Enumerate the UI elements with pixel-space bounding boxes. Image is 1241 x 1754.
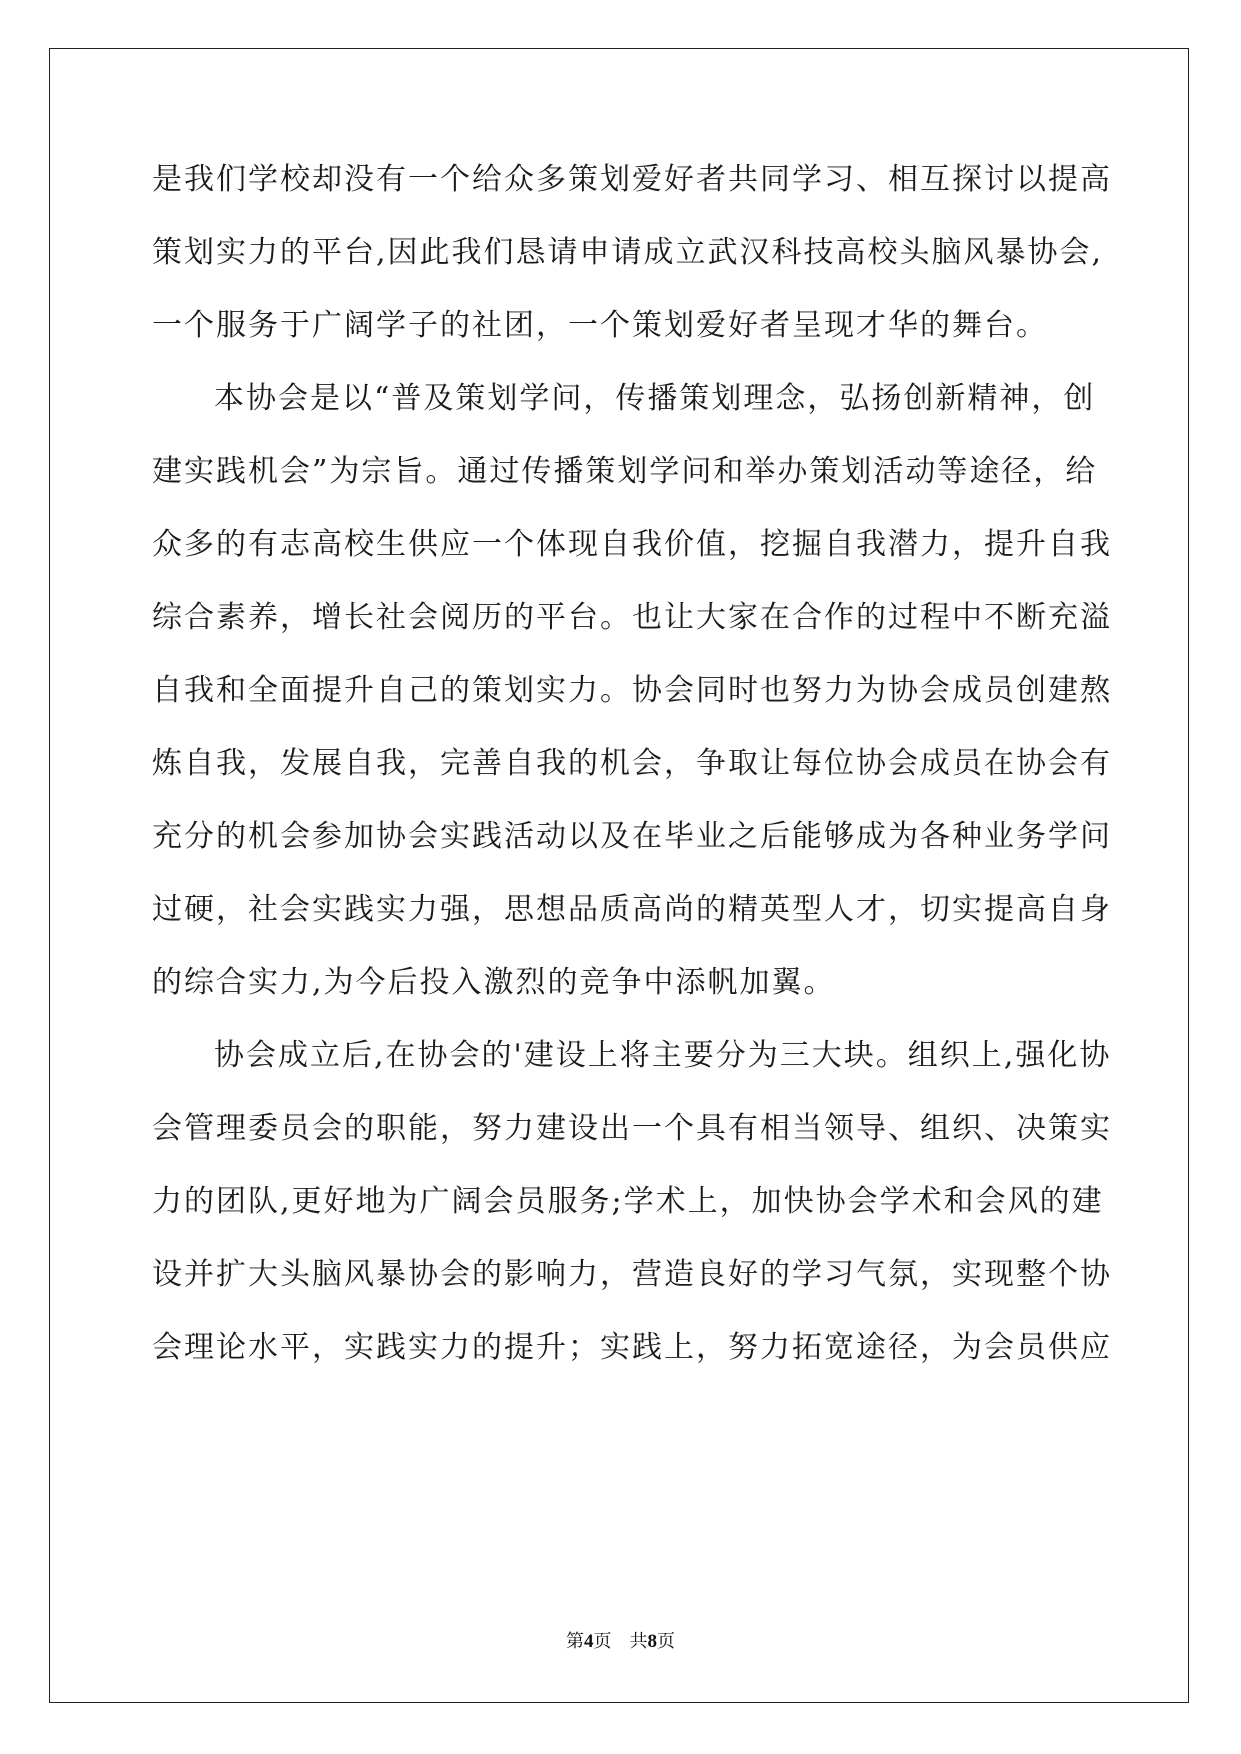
- footer-prefix: 第: [566, 1631, 584, 1652]
- text-line: 众多的有志高校生供应一个体现自我价值，挖掘自我潜力，提升自我: [152, 527, 1112, 562]
- text-line: 是我们学校却没有一个给众多策划爱好者共同学习、相互探讨以提高: [152, 162, 1112, 197]
- text-line: 充分的机会参加协会实践活动以及在毕业之后能够成为各种业务学问: [152, 819, 1112, 854]
- text-line: 设并扩大头脑风暴协会的影响力，营造良好的学习气氛，实现整个协: [152, 1257, 1112, 1292]
- text-line: 力的团队,更好地为广阔会员服务;学术上，加快协会学术和会风的建: [152, 1184, 1104, 1219]
- footer-middle: 页 共: [593, 1631, 648, 1652]
- current-page-number: 4: [584, 1631, 594, 1652]
- text-line: 建实践机会”为宗旨。通过传播策划学问和举办策划活动等途径，给: [152, 454, 1098, 489]
- page-border: [49, 48, 1189, 1703]
- total-page-number: 8: [647, 1631, 657, 1652]
- text-line: 一个服务于广阔学子的社团，一个策划爱好者呈现才华的舞台。: [152, 308, 1048, 343]
- page-number-footer: [0, 1627, 1241, 1653]
- text-line: 会理论水平，实践实力的提升；实践上，努力拓宽途径，为会员供应: [152, 1330, 1112, 1365]
- text-line: 综合素养，增长社会阅历的平台。也让大家在合作的过程中不断充溢: [152, 600, 1112, 635]
- footer-suffix: 页: [657, 1631, 675, 1652]
- text-line: 过硬，社会实践实力强，思想品质高尚的精英型人才，切实提高自身: [152, 892, 1112, 927]
- text-line: 炼自我，发展自我，完善自我的机会，争取让每位协会成员在协会有: [152, 746, 1112, 781]
- paragraph-start-line: 协会成立后,在协会的'建设上将主要分为三大块。组织上,强化协: [214, 1038, 1112, 1073]
- text-line: 会管理委员会的职能，努力建设出一个具有相当领导、组织、决策实: [152, 1111, 1112, 1146]
- text-line: 自我和全面提升自己的策划实力。协会同时也努力为协会成员创建熬: [152, 673, 1112, 708]
- text-line: 的综合实力,为今后投入激烈的竞争中添帆加翼。: [152, 965, 836, 1000]
- text-line: 策划实力的平台,因此我们恳请申请成立武汉科技高校头脑风暴协会,: [152, 235, 1104, 270]
- paragraph-start-line: 本协会是以“普及策划学问，传播策划理念，弘扬创新精神，创: [214, 381, 1096, 416]
